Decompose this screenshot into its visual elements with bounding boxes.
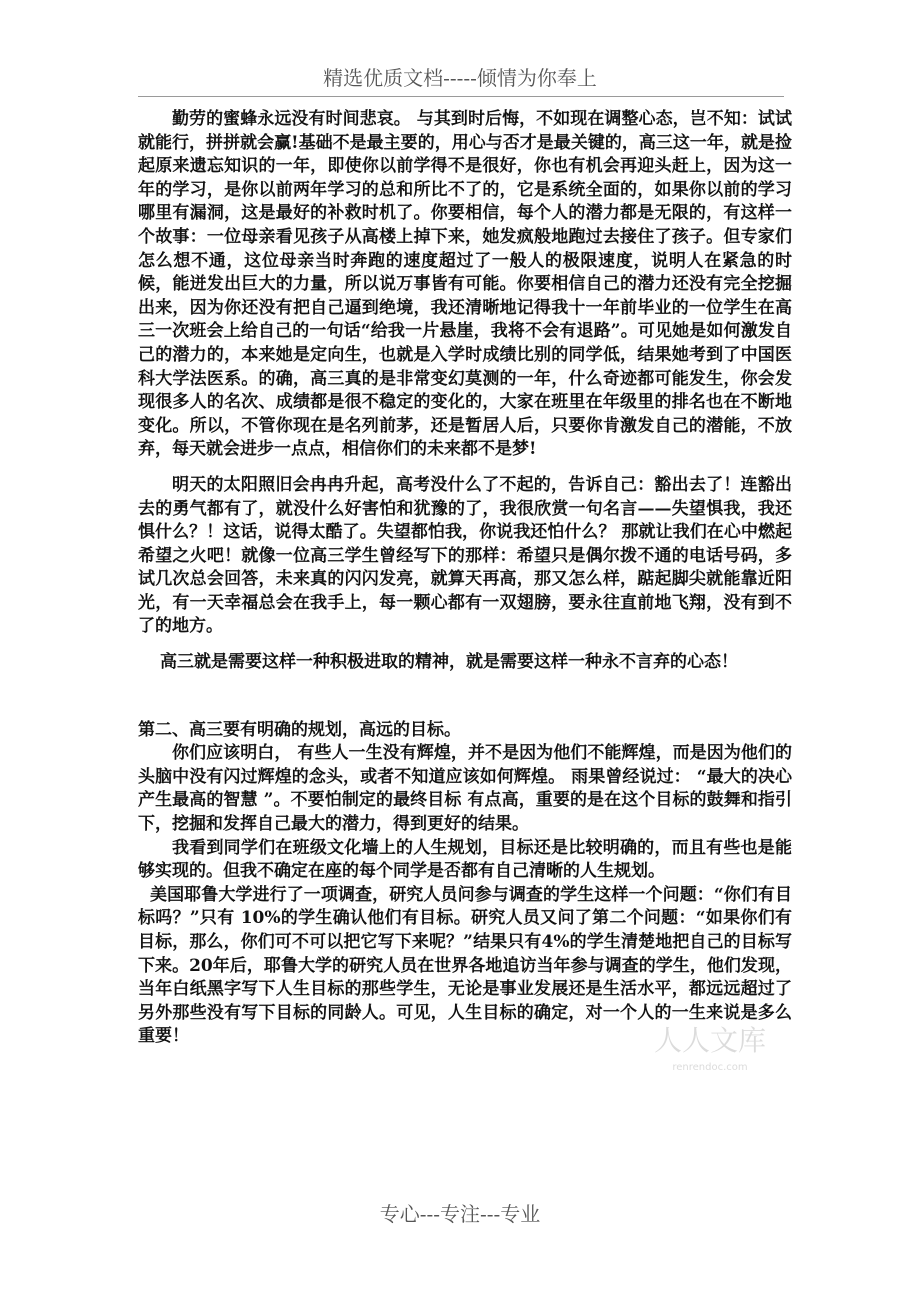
- header-divider: [138, 96, 784, 97]
- watermark-text: 人人文库: [653, 1024, 767, 1057]
- paragraph-tomorrow-sun: 明天的太阳照旧会冉冉升起，高考没什么了不起的，告诉自己：豁出去了！连豁出去的勇气都有了，就没什么好害怕和犹豫的了，我很欣赏一句名言——失望惧我，我还惧什么？！这话，说得太酷了。失望都怕我，你说我还怕什么？ 那就让我们在心中燃起希望之火吧！就像一位高三学生曾经写下的那样：希望只是偶尔拨不通的电话号码，多试几次总会回答，未来真的闪闪发亮，就算天再高，那又怎么样，踮起脚尖就能靠近阳光，有一天幸福总会在我手上，每一颗心都有一双翅膀，要永往直前地飞翔，没有到不了的地方。: [138, 474, 792, 637]
- paragraph-yale-survey: 美国耶鲁大学进行了一项调查，研究人员问参与调查的学生这样一个问题：“你们有目标吗？”只有 10%的学生确认他们有目标。研究人员又问了第二个问题：“如果你们有目标，那么，你们可不可以把它写下来呢？”结果只有4%的学生清楚地把自己的目标写下来。20年后，耶鲁大学的研究人员在世界各地追访当年参与调查的学生，他们发现，当年白纸黑字写下人生目标的那些学生，无论是事业发展还是生活水平，都远远超过了另外那些没有写下目标的同龄人。可见，人生目标的确定，对一个人的一生来说是多么重要！: [138, 884, 792, 1047]
- paragraph-never-give-up: 高三就是需要这样一种积极进取的精神，就是需要这样一种永不言弃的心态！: [160, 652, 738, 673]
- page-footer: 专心---专注---专业: [379, 1202, 541, 1226]
- document-body: [138, 108, 792, 1049]
- paragraph-diligence: 勤劳的蜜蜂永远没有时间悲哀。 与其到时后悔，不如现在调整心态，岂不知：试试就能行，拼拼就会赢!基础不是最主要的，用心与否才是最关键的，高三这一年，就是捡起原来遗忘知识的一年，即使你以前学得不是很好，你也有机会再迎头赶上，因为这一年的学习，是你以前两年学习的总和所比不了的，它是系统全面的，如果你以前的学习哪里有漏洞，这是最好的补救时机了。你要相信，每个人的潜力都是无限的，有这样一个故事：一位母亲看见孩子从高楼上掉下来，她发疯般地跑过去接住了孩子。但专家们怎么想不通，这位母亲当时奔跑的速度超过了一般人的极限速度，说明人在紧急的时候，能迸发出巨大的力量，所以说万事皆有可能。你要相信自己的潜力还没有完全挖掘出来，因为你还没有把自己逼到绝境，我还清晰地记得我十一年前毕业的一位学生在高三一次班会上给自己的一句话“给我一片悬崖，我将不会有退路”。可见她是如何激发自己的潜力的，本来她是定向生，也就是入学时成绩比别的同学低，结果她考到了中国医科大学法医系。的确，高三真的是非常变幻莫测的一年，什么奇迹都可能发生，你会发现很多人的名次、成绩都是很不稳定的变化的，大家在班里在年级里的排名也在不断地变化。所以，不管你现在是名列前茅，还是暂居人后，只要你肯激发自己的潜能，不放弃，每天就会进步一点点，相信你们的未来都不是梦!: [138, 109, 792, 460]
- watermark-subtext: renrendoc.com: [672, 1062, 748, 1073]
- page-header: 精选优质文档-----倾情为你奉上: [323, 66, 597, 90]
- paragraph-culture-wall: 我看到同学们在班级文化墙上的人生规划，目标还是比较明确的，而且有些也是能够实现的。但我不确定在座的每个同学是否都有自己清晰的人生规划。: [138, 837, 792, 882]
- section-heading-goals: 第二、高三要有明确的规划，高远的目标。: [138, 719, 461, 740]
- paragraph-brilliance: 你们应该明白， 有些人一生没有辉煌，并不是因为他们不能辉煌，而是因为他们的头脑中没有闪过辉煌的念头，或者不知道应该如何辉煌。 雨果曾经说过： “最大的决心产生最高的智慧 ”。不要怕制定的最终目标 有点高，重要的是在这个目标的鼓舞和指引下，挖掘和发挥自己最大的潜力，得到更好的结果。: [138, 743, 792, 835]
